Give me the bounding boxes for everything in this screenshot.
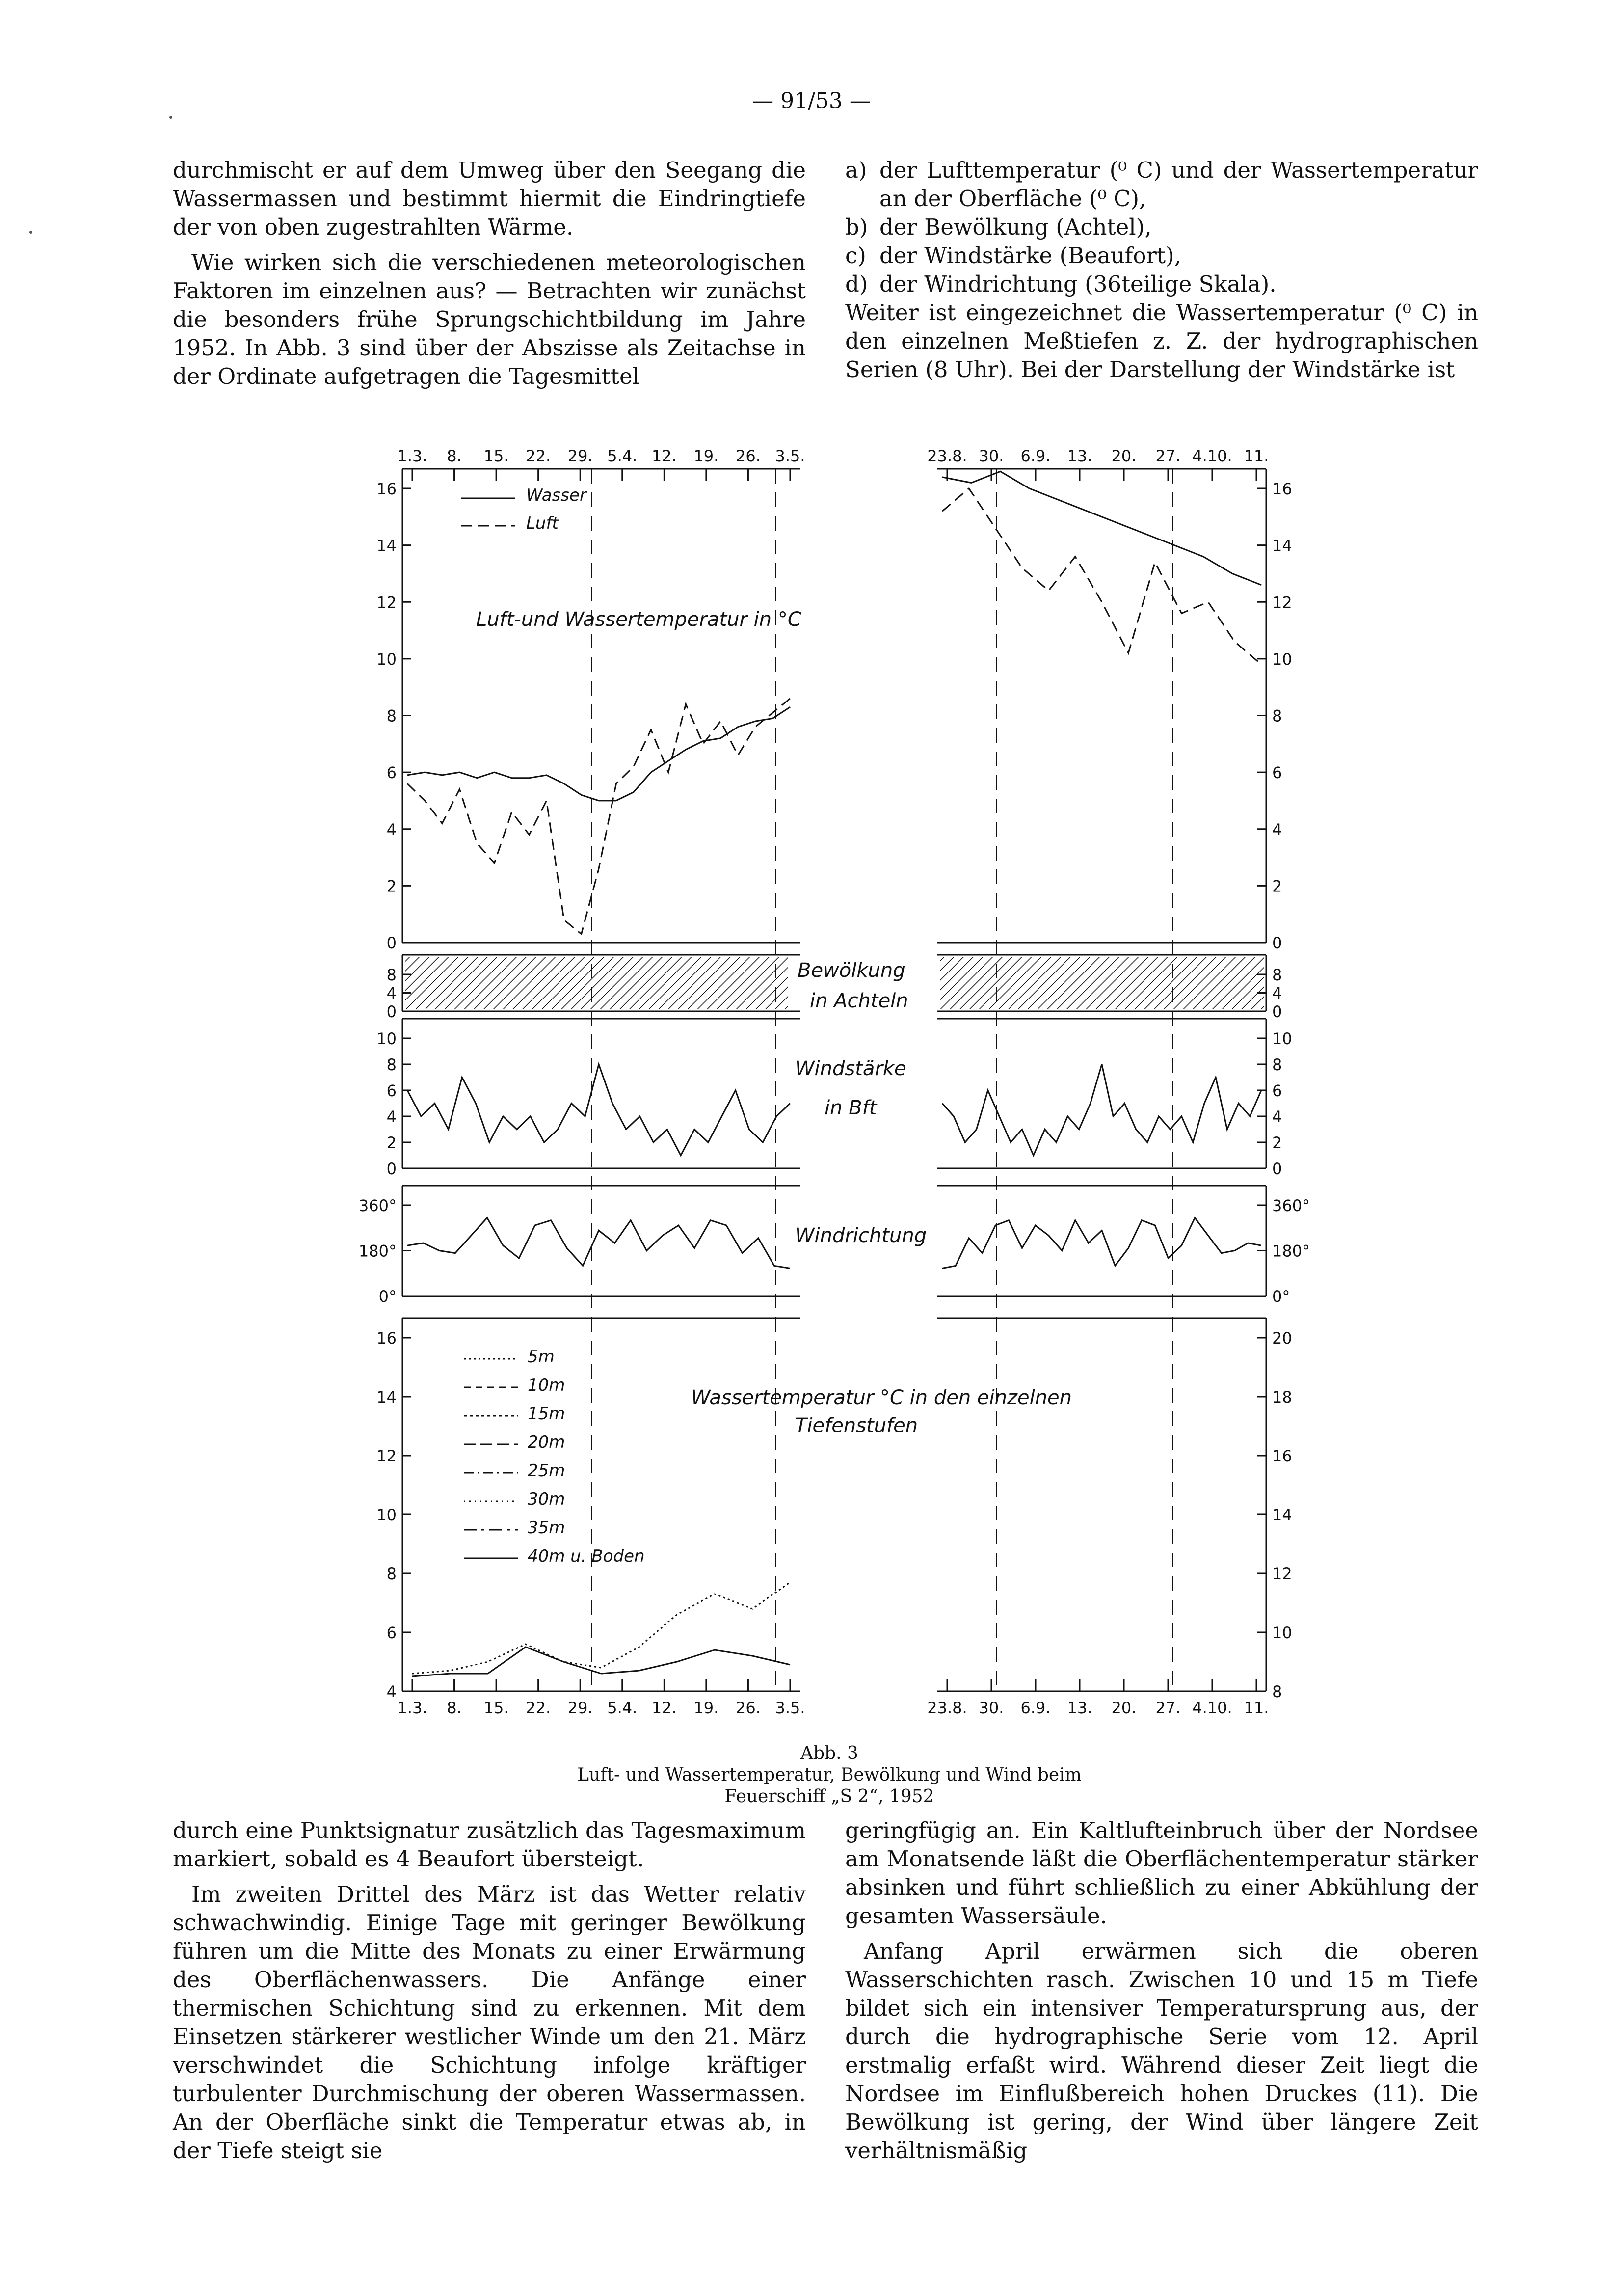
figure-ticks: [359, 447, 1310, 1717]
caption-line: Abb. 3: [800, 1743, 858, 1763]
y-tick-label-right: 4: [1272, 1107, 1282, 1126]
y-tick-label-left: 8: [386, 1055, 397, 1074]
right-column-bottom: [845, 1816, 1478, 2172]
y-tick-label-right: 180°: [1272, 1242, 1310, 1261]
x-tick-label-bottom: 20.: [1111, 1699, 1137, 1717]
wind-direction-title: Windrichtung: [795, 1224, 927, 1247]
wind-direction-line-left: [407, 1218, 790, 1269]
x-tick-label-top: 3.5.: [775, 447, 805, 465]
depth-legend-label: 5m: [528, 1347, 555, 1367]
y-tick-label-left: 0: [386, 1160, 397, 1178]
x-tick-label-top: 6.9.: [1020, 447, 1051, 465]
legend-wasser-label: Wasser: [526, 486, 586, 505]
y-tick-label-left: 8: [386, 1565, 397, 1583]
x-tick-label-top: 4.10.: [1192, 447, 1232, 465]
y-tick-label-left: 12: [376, 1447, 397, 1465]
x-tick-label-top: 26.: [735, 447, 761, 465]
y-tick-label-left: 180°: [358, 1242, 397, 1261]
list-item: a) der Lufttemperatur (⁰ C) und der Wassertemperatur an der Oberfläche (⁰ C),: [845, 157, 1478, 212]
y-tick-label-left: 0°: [378, 1287, 397, 1306]
left-column-bottom: [173, 1816, 806, 2172]
legend-luft-label: Luft: [526, 513, 559, 533]
y-tick-label-left: 4: [386, 820, 397, 839]
x-tick-label-bottom: 27.: [1155, 1699, 1181, 1717]
cloud-band-right: [940, 957, 1264, 1009]
y-tick-label-right: 6: [1272, 763, 1282, 783]
y-tick-label-left: 4: [386, 1107, 397, 1126]
depth-legend-labels: [528, 1347, 645, 1566]
y-tick-label-left: 4: [386, 984, 397, 1003]
right-column-top: [845, 156, 1478, 391]
y-tick-label-left: 14: [376, 536, 397, 555]
paragraph: Anfang April erwärmen sich die oberen Wasserschichten rasch. Zwischen 10 und 15 m Tiefe bildet sich ein intensiver Temperatursprung aus, der durch die hydrographische Serie vom 12. April erstmalig erfaßt wird. Während dieser Zeit liegt die Nordsee im Einflußbereich hohen Druckes (11). Die Bewölkung ist gering, der Wind über längere Zeit verhältnismäßig: [845, 1938, 1478, 2163]
x-tick-label-bottom: 13.: [1067, 1699, 1092, 1717]
list-item: b) der Bewölkung (Achtel),: [845, 214, 1152, 240]
x-tick-label-bottom: 11.: [1244, 1699, 1269, 1717]
x-tick-label-bottom: 15.: [483, 1699, 509, 1717]
y-tick-label-right: 2: [1272, 1134, 1282, 1152]
y-tick-label-left: 16: [376, 1329, 397, 1348]
y-tick-label-left: 10: [376, 649, 397, 669]
y-tick-label-right: 18: [1272, 1388, 1292, 1406]
y-tick-label-left: 10: [376, 1029, 397, 1048]
y-tick-label-left: 4: [386, 1682, 397, 1701]
depth-legend-label: 15m: [528, 1404, 565, 1424]
x-tick-label-bottom: 6.9.: [1020, 1699, 1051, 1717]
depth-subtitle: Tiefenstufen: [795, 1414, 918, 1437]
depth-legend-label: 10m: [528, 1376, 565, 1395]
y-tick-label-right: 0: [1272, 934, 1282, 952]
x-tick-label-top: 30.: [979, 447, 1004, 465]
x-tick-label-bottom: 22.: [526, 1699, 551, 1717]
y-tick-label-left: 6: [386, 763, 397, 783]
depth-series-40m: [412, 1647, 790, 1676]
depth-title: Wassertemperatur °C in den einzelnen: [691, 1386, 1072, 1409]
y-tick-label-right: 0: [1272, 1002, 1282, 1021]
wind-speed-subtitle: in Bft: [825, 1097, 877, 1119]
y-tick-label-right: 8: [1272, 706, 1282, 726]
y-tick-label-left: 6: [386, 1623, 397, 1642]
x-tick-label-bottom: 4.10.: [1192, 1699, 1232, 1717]
caption-line: Luft- und Wassertemperatur, Bewölkung und Wind beim: [577, 1765, 1082, 1785]
y-tick-label-left: 6: [386, 1081, 397, 1100]
y-tick-label-left: 0: [386, 1002, 397, 1021]
y-tick-label-right: 16: [1272, 480, 1292, 498]
x-tick-label-top: 12.: [651, 447, 677, 465]
depth-legend-label: 25m: [528, 1461, 565, 1481]
list-item: d) der Windrichtung (36teilige Skala).: [845, 271, 1277, 297]
y-tick-label-right: 4: [1272, 820, 1282, 839]
y-tick-label-left: 360°: [358, 1196, 397, 1215]
x-tick-label-top: 13.: [1067, 447, 1092, 465]
x-tick-label-top: 27.: [1155, 447, 1181, 465]
y-tick-label-right: 10: [1272, 1029, 1292, 1048]
x-tick-label-top: 29.: [567, 447, 593, 465]
y-tick-label-right: 360°: [1272, 1196, 1310, 1215]
x-tick-label-top: 1.3.: [397, 447, 427, 465]
figure-labels: [476, 486, 1072, 1566]
list-item: c) der Windstärke (Beaufort),: [845, 243, 1181, 269]
temperature-title: Luft-und Wassertemperatur in °C: [476, 608, 801, 631]
x-tick-label-top: 11.: [1244, 447, 1269, 465]
y-tick-label-right: 12: [1272, 593, 1292, 612]
wind-speed-line-left: [407, 1064, 790, 1156]
x-tick-label-bottom: 30.: [979, 1699, 1004, 1717]
y-tick-label-left: 8: [386, 966, 397, 984]
caption-line: Feuerschiff „S 2“, 1952: [724, 1786, 934, 1807]
x-tick-label-bottom: 1.3.: [397, 1699, 427, 1717]
depth-legend-label: 20m: [528, 1432, 565, 1452]
x-tick-label-bottom: 5.4.: [607, 1699, 638, 1717]
page-number: — 91/53 —: [752, 88, 871, 113]
cloud-subtitle: in Achteln: [810, 990, 908, 1012]
depth-legend-label: 35m: [528, 1518, 565, 1538]
y-tick-label-right: 16: [1272, 1447, 1292, 1465]
series-line-luft-autumn: [942, 488, 1261, 664]
factor-list: [845, 156, 1478, 298]
series-line-wasser: [407, 707, 790, 801]
paragraph: durchmischt er auf dem Umweg über den Seegang die Wassermassen und bestimmt hiermit die Eindringtiefe der von oben zugestrahlten Wärme.: [173, 157, 806, 240]
y-tick-label-right: 8: [1272, 1682, 1282, 1701]
x-tick-label-bottom: 26.: [735, 1699, 761, 1717]
x-tick-label-top: 19.: [693, 447, 719, 465]
y-tick-label-right: 6: [1272, 1081, 1282, 1100]
speck-dot: [169, 116, 172, 119]
depth-legend-label: 30m: [528, 1489, 565, 1509]
y-tick-label-left: 12: [376, 593, 397, 612]
series-line-luft: [407, 699, 790, 934]
y-tick-label-left: 10: [376, 1506, 397, 1524]
figure-caption: [393, 1743, 1266, 1808]
x-tick-label-bottom: 19.: [693, 1699, 719, 1717]
left-column-top: [173, 156, 806, 398]
x-tick-label-bottom: 29.: [567, 1699, 593, 1717]
paragraph: geringfügig an. Ein Kaltlufteinbruch über der Nordsee am Monatsende läßt die Oberflächentemperatur stärker absinken und führt schließlich zu einer Abkühlung der gesamten Wassersäule.: [845, 1817, 1478, 1929]
y-tick-label-right: 4: [1272, 984, 1282, 1003]
y-tick-label-left: 16: [376, 480, 397, 498]
x-tick-label-top: 8.: [447, 447, 462, 465]
wind-speed-title: Windstärke: [795, 1057, 906, 1080]
y-tick-label-left: 0: [386, 934, 397, 952]
cloud-band-left: [405, 957, 788, 1009]
x-tick-label-bottom: 12.: [651, 1699, 677, 1717]
paragraph: Im zweiten Drittel des März ist das Wetter relativ schwachwindig. Einige Tage mit geringer Bewölkung führen um die Mitte des Monats zu einer Erwärmung des Oberflächenwassers. Die Anfänge einer thermischen Schichtung sind zu erkennen. Mit dem Einsetzen stärkerer westlicher Winde um den 21. März verschwindet die Schichtung infolge kräftiger turbulenter Durchmischung der oberen Wassermassen. An der Oberfläche sinkt die Temperatur etwas ab, in der Tiefe steigt sie: [173, 1881, 806, 2163]
y-tick-label-right: 10: [1272, 649, 1292, 669]
y-tick-label-left: 14: [376, 1388, 397, 1406]
wind-speed-line-right: [942, 1064, 1261, 1156]
cloud-title: Bewölkung: [798, 959, 905, 982]
x-tick-label-top: 22.: [526, 447, 551, 465]
y-tick-label-left: 2: [386, 1134, 397, 1152]
x-tick-label-top: 23.8.: [927, 447, 967, 465]
y-tick-label-right: 20: [1272, 1329, 1292, 1348]
paragraph: Wie wirken sich die verschiedenen meteorologischen Faktoren im einzelnen aus? — Betrachten wir zunächst die besonders frühe Sprungschichtbildung im Jahre 1952. In Abb. 3 sind über der Abszisse als Zeitachse in der Ordinate aufgetragen die Tagesmittel: [173, 249, 806, 389]
y-tick-label-left: 8: [386, 706, 397, 726]
x-tick-label-bottom: 8.: [447, 1699, 462, 1717]
x-tick-label-bottom: 23.8.: [927, 1699, 967, 1717]
speck-dot: [29, 231, 32, 234]
wind-direction-line-right: [942, 1218, 1261, 1269]
y-tick-label-left: 2: [386, 877, 397, 896]
paragraph: durch eine Punktsignatur zusätzlich das Tagesmaximum markiert, sobald es 4 Beaufort übersteigt.: [173, 1817, 806, 1872]
y-tick-label-right: 0: [1272, 1160, 1282, 1178]
x-tick-label-top: 5.4.: [607, 447, 638, 465]
y-tick-label-right: 2: [1272, 877, 1282, 896]
y-tick-label-right: 8: [1272, 1055, 1282, 1074]
y-tick-label-right: 14: [1272, 536, 1292, 555]
depth-legend-label: 40m u. Boden: [528, 1546, 645, 1566]
y-tick-label-right: 14: [1272, 1506, 1292, 1524]
y-tick-label-right: 12: [1272, 1565, 1292, 1583]
x-tick-label-bottom: 3.5.: [775, 1699, 805, 1717]
y-tick-label-right: 0°: [1272, 1287, 1290, 1306]
figure-abb3: [358, 420, 1310, 1721]
depth-series-5m: [412, 1582, 790, 1674]
paragraph: Weiter ist eingezeichnet die Wassertemperatur (⁰ C) in den einzelnen Meßtiefen z. Z. der hydrographischen Serien (8 Uhr). Bei der Darstellung der Windstärke ist: [845, 299, 1478, 382]
series-line-wasser-autumn: [942, 471, 1261, 585]
y-tick-label-right: 8: [1272, 966, 1282, 984]
y-tick-label-right: 10: [1272, 1623, 1292, 1642]
x-tick-label-top: 15.: [483, 447, 509, 465]
x-tick-label-top: 20.: [1111, 447, 1137, 465]
